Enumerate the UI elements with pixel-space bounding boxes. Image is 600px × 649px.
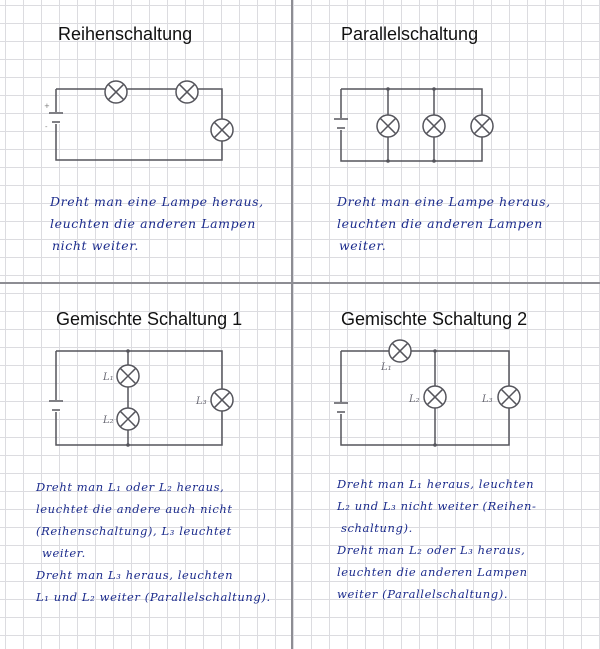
lamp-l1-label: L₁ bbox=[381, 362, 392, 373]
note-line: leuchtet die andere auch nicht bbox=[36, 502, 233, 516]
note-line: Dreht man L₃ heraus, leuchten bbox=[36, 568, 234, 582]
note-line: weiter. bbox=[42, 546, 86, 560]
lamp-l3-label: L₃ bbox=[482, 394, 493, 405]
note-line: schaltung). bbox=[341, 521, 413, 535]
note-line: weiter. bbox=[339, 238, 387, 253]
battery-minus-sign: - bbox=[45, 123, 48, 131]
note-line: Dreht man eine Lampe heraus, bbox=[337, 194, 551, 209]
note-line: weiter (Parallelschaltung). bbox=[337, 587, 509, 601]
lamp-l3-icon bbox=[498, 386, 520, 408]
note-line: (Reihenschaltung), L₃ leuchtet bbox=[36, 524, 232, 538]
mixed1-note bbox=[36, 476, 271, 608]
note-line: Dreht man L₁ oder L₂ heraus, bbox=[36, 480, 225, 494]
lamp-l3-label: L₃ bbox=[196, 396, 207, 407]
battery-icon bbox=[334, 402, 348, 414]
note-line: Dreht man eine Lampe heraus, bbox=[50, 194, 264, 209]
parallel-title: Parallelschaltung bbox=[341, 24, 479, 44]
note-line: L₁ und L₂ weiter (Parallelschaltung). bbox=[36, 590, 271, 604]
mixed2-title: Gemischte Schaltung 2 bbox=[341, 309, 528, 329]
mixed1-title: Gemischte Schaltung 1 bbox=[56, 309, 243, 329]
note-line: L₂ und L₃ nicht weiter (Reihen- bbox=[337, 499, 537, 513]
note-line: nicht weiter. bbox=[52, 238, 139, 253]
lamp-l1-label: L₁ bbox=[103, 372, 114, 383]
note-line: leuchten die anderen Lampen bbox=[337, 216, 543, 231]
note-line: Dreht man L₁ heraus, leuchten bbox=[337, 477, 535, 491]
lamp-l2-label: L₂ bbox=[409, 394, 420, 405]
note-line: leuchten die anderen Lampen bbox=[337, 565, 528, 579]
lamp-l2-icon bbox=[424, 386, 446, 408]
note-line: Dreht man L₂ oder L₃ heraus, bbox=[337, 543, 526, 557]
series-title: Reihenschaltung bbox=[58, 24, 193, 44]
lamp-l2-label: L₂ bbox=[103, 415, 114, 426]
lamp-l1-icon bbox=[389, 340, 411, 362]
battery-plus-sign: + bbox=[44, 102, 50, 110]
note-line: leuchten die anderen Lampen bbox=[50, 216, 256, 231]
mixed2-note bbox=[337, 473, 536, 605]
